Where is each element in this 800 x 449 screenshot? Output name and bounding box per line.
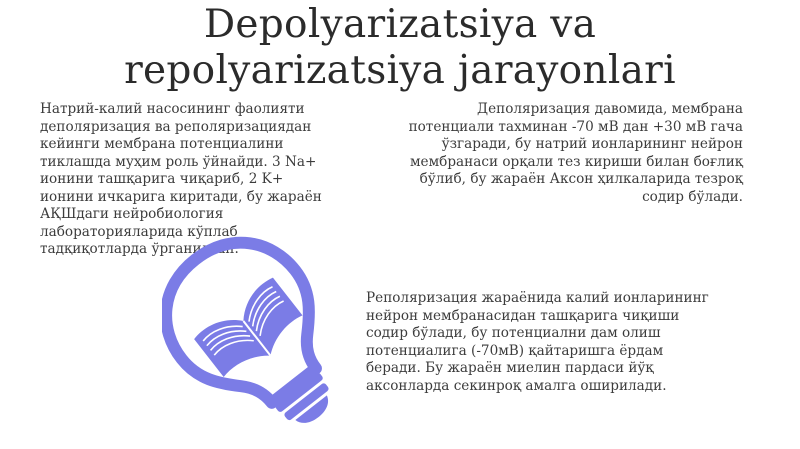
page-title [0, 2, 800, 94]
lightbulb-book-icon [162, 232, 342, 437]
title-line-2: repolyarizatsiya jarayonlari [124, 48, 676, 93]
depolarization-text: Деполяризация давомида, мембрана потенциали тахминан -70 мВ дан +30 мВ гача ўзгаради, бу натрий ионларининг нейрон мембранаси орқали тез кириши билан боғлиқ бўлиб, бу жараён Аксон ҳилкаларида тезроқ содир бўлади. [408, 101, 743, 205]
sodium-potassium-pump-text: Натрий-калий насосининг фаолияти деполяризация ва реполяризациядан кейинги мембрана потенциалини тиклашда муҳим роль ўйнайди. 3 Na+ ионини ташқарига чиқариб, 2 K+ ионини ичкарига киритади, бу жараён АҚШдаги нейробиология лабораторияларида кўплаб тадқиқотларда ўрганилган. [40, 101, 322, 257]
repolarization-text: Реполяризация жараёнида калий ионларининг нейрон мембранасидан ташқарига чиқиши содир бўлади, бу потенциални дам олиш потенциалига (-70мВ) қайтаришга ёрдам беради. Бу жараён миелин пардаси йўқ аксонларда секинроқ амалга оширилади. [366, 290, 709, 394]
title-line-1: Depolyarizatsiya va [203, 2, 597, 47]
